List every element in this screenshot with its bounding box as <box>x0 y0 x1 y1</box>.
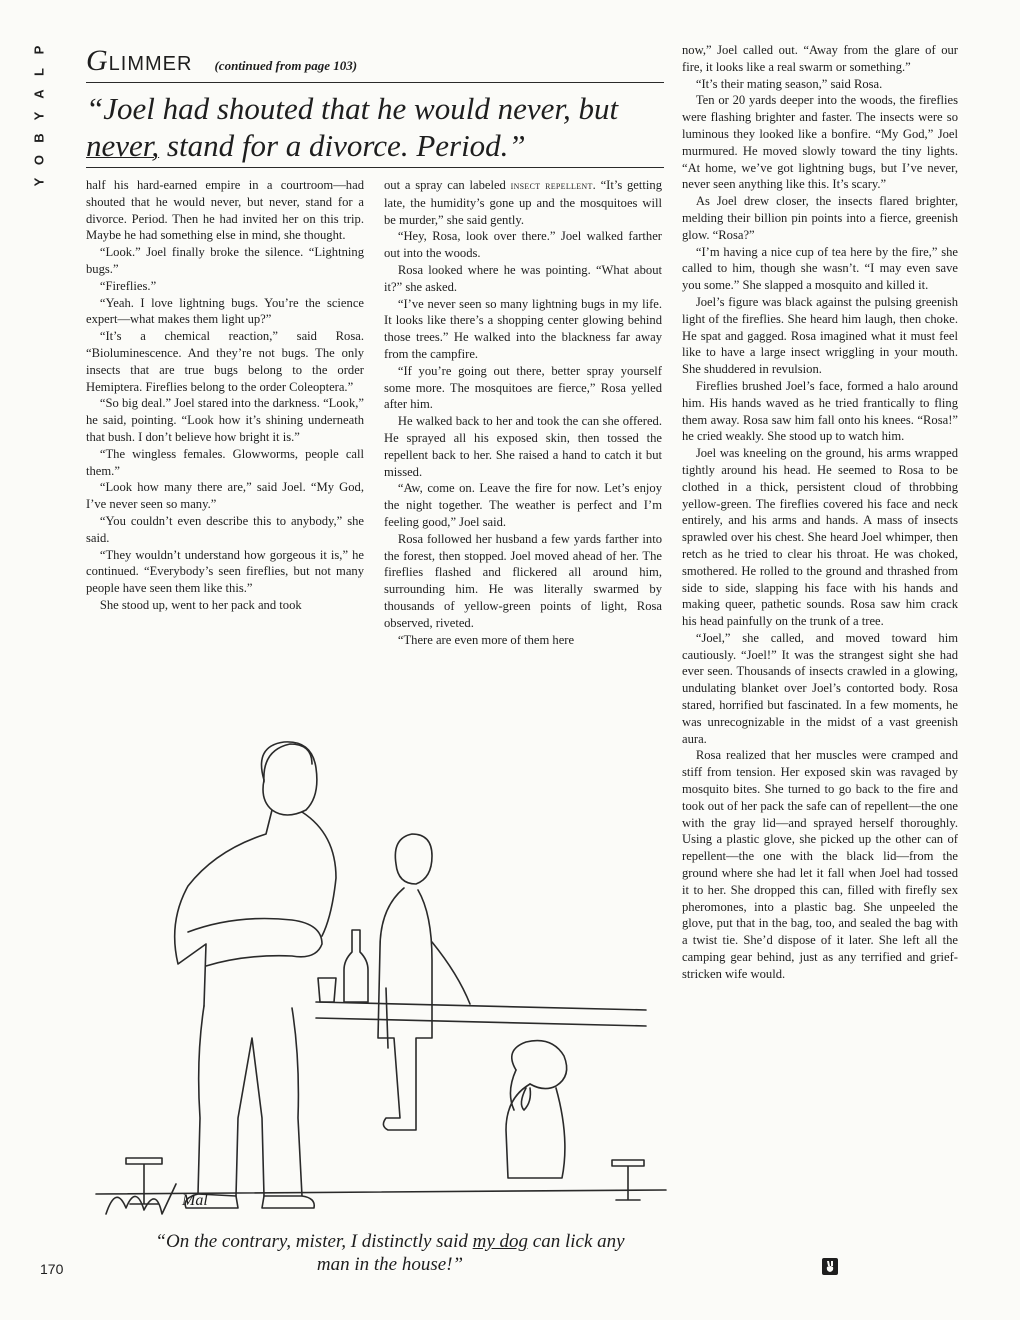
dog-tongue <box>521 1088 530 1110</box>
paragraph: “It’s a chemical reaction,” said Rosa. “Bioluminescence. And they’re not bugs. The only insects that are true bugs belong to the order Hemiptera. Fireflies belong to the order Coleoptera.” <box>86 329 364 394</box>
paragraph-text: . “It’s getting late, the humidity’s gone up and the mosquitoes will be murder,” she said gently. <box>384 178 662 227</box>
caption-before: “On the contrary, mister, I distinctly said <box>155 1231 473 1252</box>
spine-letter: Y <box>31 176 47 187</box>
paragraph: “Yeah. I love lightning bugs. You’re the science expert—what makes them light up?” <box>86 295 364 327</box>
pull-quote-before: “Joel had shouted that he would never, but <box>86 91 619 126</box>
cartoon-illustration <box>86 738 676 1226</box>
small-man-arm <box>432 942 470 1004</box>
spine-letter: L <box>31 67 47 76</box>
caption-after: can lick any man in the house!” <box>316 1231 625 1275</box>
bunny-logo-glyph <box>822 1258 838 1275</box>
bottle-outline <box>344 930 368 1002</box>
bunny-logo-icon <box>822 1258 838 1275</box>
article-title <box>86 44 192 78</box>
big-man-right-shoe <box>262 1196 314 1208</box>
spine-letter: Y <box>31 110 47 121</box>
paragraph: Fireflies brushed Joel’s face, formed a halo around him. His hands waved as he tried frantically to fling them away. Rosa saw him fall onto his knees. “Rosa!” he cried weakly. She stood up to watch him. <box>682 378 958 444</box>
paragraph: Rosa realized that her muscles were cramped and stiff from tension. Her exposed skin was ravaged by mosquito bites. She turned to go back to the fire and took out of her pack the safe can of repellent—the one with the gray lid—and sprayed herself thoroughly. Using a plastic glove, she picked up the other can of repellent—the one with the black lid—from the ground where she had let it fall when Joel had tossed it to her. She dropped this can, filled with firefly sex pheromones, into a plastic bag. She unpeeled the glove, put that in the bag, too, and sealed the bag with a twist tie. She’d dispose of it later. She left all the camping gear behind, just as any terrified and grief-stricken wife would. <box>682 748 958 981</box>
big-man-torso-left <box>175 810 272 1006</box>
paragraph: “There are even more of them here <box>397 632 575 647</box>
magazine-spine <box>28 42 50 189</box>
spine-letter: P <box>31 44 47 55</box>
paragraph: Rosa looked where he was pointing. “What about it?” she asked. <box>384 262 662 294</box>
small-man-head <box>395 834 432 884</box>
dog-head <box>512 1041 567 1089</box>
pull-quote-rule <box>86 167 664 168</box>
paragraph: Rosa followed her husband a few yards farther into the forest, then stopped. Joel moved ahead of her. The fireflies flashed and flickered all around him, surrounding him. He was literally swarmed by thousands of yellow-green points of light, Rosa observed, riveted. <box>384 531 662 630</box>
paragraph: As Joel drew closer, the insects flared brighter, melding their billion pin points into a fierce, greenish glow. “Rosa?” <box>682 194 958 242</box>
paragraph: “Hey, Rosa, look over there.” Joel walked farther out into the woods. <box>384 229 662 261</box>
paragraph: “They wouldn’t understand how gorgeous it is,” he continued. “Everybody’s seen fireflies, but not many people have seen them like this.” <box>86 547 364 596</box>
paragraph: half his hard-earned empire in a courtroom—had shouted that he would never, but never, stand for a divorce. Period. Then he had invited her on this trip. Maybe he had something else in mind, she thought. <box>86 178 364 243</box>
paragraph: Ten or 20 yards deeper into the woods, the fireflies were flashing brighter and faster. The insects were so luminous they looked like a bonfire. “My God,” Joel murmured. He moved slowly toward the tiny lights. “At home, we’ve got lightning bugs, but I’ve never, never seen anything like this. It’s scary.” <box>682 93 958 192</box>
bar-stool-right <box>612 1160 644 1200</box>
paragraph-text: out a spray can labeled <box>384 178 511 192</box>
paragraph: Joel was kneeling on the ground, his arms wrapped tightly around his head. He seemed to Rosa to be clothed in a thick, persistent cloud of throbbing yellow-green. The fireflies covered his face and neck entirely, and his arms and hands. A mass of insects sprawled over his chest. She heard Joel whimper, then retch as he tried to clear his throat. He was choked, smothered. He rolled to the ground and thrashed from side to side, slapping his face with his hands and making queer, pathetic sounds. Rosa saw him crack his head painfully on the trunk of a tree. <box>682 446 958 629</box>
bar-stool-left <box>126 1158 162 1204</box>
paragraph: “It’s their mating season,” said Rosa. <box>695 76 883 91</box>
text-column-3 <box>682 42 958 983</box>
big-man-legs <box>198 1006 302 1196</box>
cartoon-drawing <box>86 738 676 1226</box>
paragraph: She stood up, went to her pack and took <box>99 597 302 612</box>
paragraph: “Fireflies.” <box>99 278 157 293</box>
big-man-back <box>302 812 336 936</box>
paragraph: “So big deal.” Joel stared into the darkness. “Look,” he said, pointing. “Look how it’s shining underneath that bush. I don’t believe how bright it is.” <box>86 396 364 444</box>
glass-outline <box>318 978 336 1002</box>
cartoon-signature: Mal <box>182 1192 208 1209</box>
spine-letter: B <box>31 132 47 143</box>
can-label: insect repellent <box>510 180 593 192</box>
spine-letter: A <box>31 88 47 99</box>
dog-body <box>506 1084 565 1178</box>
paragraph: “Aw, come on. Leave the fire for now. Let’s enjoy the night together. The weather is perfect and I’m feeling good,” Joel said. <box>384 481 662 529</box>
paragraph: “Look.” Joel finally broke the silence. “Lightning bugs.” <box>86 245 364 276</box>
paragraph: “Joel,” she called, and moved toward him cautiously. “Joel!” It was the strangest sight she had ever seen. Thousands of insects crawled in a glowing, undulating blanket over Joel’s contorted body. Rosa stared, horrified but fascinated. In a few moments, he was unrecognizable in the midst of a vast greenish aura. <box>682 630 958 746</box>
big-man-hair <box>264 744 312 782</box>
spine-letter: O <box>31 153 47 166</box>
title-initial: G <box>86 44 109 77</box>
article-header <box>86 44 664 83</box>
cartoon-caption <box>140 1230 640 1276</box>
paragraph: “If you’re going out there, better spray yourself some more. The mosquitoes are fierce,” Rosa yelled after him. <box>384 363 662 412</box>
pull-quote-emphasis: never, <box>86 128 160 163</box>
continued-note: (continued from page 103) <box>214 58 358 73</box>
title-rest: LIMMER <box>108 53 193 75</box>
small-man-coat-line <box>386 988 388 1048</box>
paragraph: “You couldn’t even describe this to anybody,” she said. <box>86 513 364 545</box>
paragraph: “I’ve never seen so many lightning bugs in my life. It looks like there’s a shopping center glowing behind those trees.” He walked into the blackness far away from the campfire. <box>384 296 662 361</box>
page-number: 170 <box>40 1261 64 1277</box>
pull-quote <box>86 90 664 164</box>
text-column-2 <box>384 177 662 648</box>
paragraph: “I’m having a nice cup of tea here by the fire,” she called to him, though she wasn’t. “I may even save you some.” She slapped a mosquito and killed it. <box>682 244 958 293</box>
pull-quote-after: stand for a divorce. Period.” <box>159 128 526 163</box>
text-column-1 <box>86 177 364 614</box>
paragraph: now,” Joel called out. “Away from the glare of our fire, it looks like a real swarm or something.” <box>682 43 958 74</box>
paragraph: Joel’s figure was black against the pulsing greenish light of the fireflies. She heard him laugh, then choke. He spat and gagged. Rosa imagined what it must feel like to have a large insect wriggling in your mouth. She shuddered in revulsion. <box>682 294 958 377</box>
paragraph: “Look how many there are,” said Joel. “My God, I’ve never seen so many.” <box>86 480 364 512</box>
caption-emphasis: my dog <box>472 1231 529 1252</box>
signature-squiggle <box>106 1184 176 1214</box>
paragraph: He walked back to her and took the can she offered. He sprayed all his exposed skin, then tossed the repellent back to her. She raised a hand to catch it but missed. <box>384 414 662 479</box>
paragraph <box>384 177 662 228</box>
big-man-folded-arms <box>188 919 322 967</box>
bar-counter-top <box>316 1002 646 1010</box>
bar-counter-edge <box>316 1018 646 1026</box>
paragraph: “The wingless females. Glowworms, people call them.” <box>86 446 364 478</box>
